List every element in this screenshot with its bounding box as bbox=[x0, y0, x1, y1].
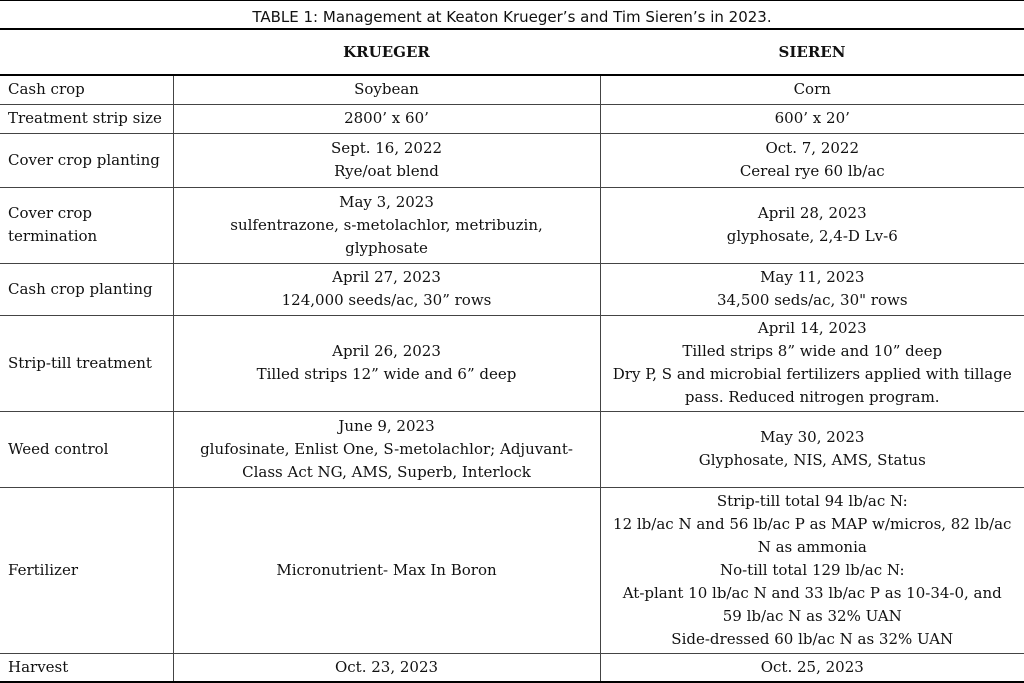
cell-line: Strip-till total 94 lb/ac N: bbox=[716, 491, 908, 510]
sieren-cell bbox=[600, 653, 1024, 682]
cell-line: April 27, 2023 bbox=[332, 268, 441, 286]
row-label bbox=[0, 75, 173, 104]
cell-line: At-plant 10 lb/ac N and 33 lb/ac P as 10-34-0, and bbox=[622, 583, 1002, 602]
header-row bbox=[0, 31, 1024, 75]
sieren-cell bbox=[600, 263, 1024, 315]
krueger-cell bbox=[173, 315, 600, 411]
table-row bbox=[0, 263, 1024, 315]
cell-line: No-till total 129 lb/ac N: bbox=[719, 560, 905, 579]
sieren-cell bbox=[600, 315, 1024, 411]
cell-line: Sept. 16, 2022 bbox=[330, 139, 443, 157]
krueger-cell bbox=[173, 133, 600, 187]
cell-line: April 28, 2023 bbox=[757, 204, 867, 222]
cell-line: Oct. 25, 2023 bbox=[760, 657, 864, 676]
sieren-cell bbox=[600, 75, 1024, 104]
row-label bbox=[0, 104, 173, 133]
sieren-cell bbox=[600, 411, 1024, 487]
cell-line: glufosinate, Enlist One, S-metolachlor; Adjuvant- bbox=[200, 439, 573, 458]
row-label bbox=[0, 653, 173, 682]
cell-line: Cover crop planting bbox=[8, 150, 160, 169]
table-row bbox=[0, 133, 1024, 187]
cell-line: Rye/oat blend bbox=[334, 162, 439, 180]
row-label bbox=[0, 487, 173, 653]
header-empty bbox=[0, 31, 173, 75]
row-label bbox=[0, 411, 173, 487]
cell-line: Treatment strip size bbox=[8, 109, 162, 127]
management-table bbox=[0, 31, 1024, 683]
sieren-cell bbox=[600, 104, 1024, 133]
sieren-cell bbox=[600, 487, 1024, 653]
krueger-cell bbox=[173, 104, 600, 133]
table-row bbox=[0, 653, 1024, 682]
cell-line: N as ammonia bbox=[757, 537, 867, 556]
cell-line: Oct. 23, 2023 bbox=[334, 657, 439, 676]
header-sieren: SIEREN bbox=[600, 31, 1024, 75]
cell-line: Micronutrient- Max In Boron bbox=[276, 560, 497, 579]
cell-line: 600’ x 20’ bbox=[774, 109, 850, 127]
cell-line: Fertilizer bbox=[8, 560, 79, 579]
table-row bbox=[0, 75, 1024, 104]
cell-line: Class Act NG, AMS, Superb, Interlock bbox=[242, 462, 531, 481]
table-row bbox=[0, 487, 1024, 653]
header-krueger: KRUEGER bbox=[173, 31, 600, 75]
cell-line: Dry P, S and microbial fertilizers applied with tillage bbox=[612, 365, 1012, 383]
table-row bbox=[0, 411, 1024, 487]
krueger-cell bbox=[173, 411, 600, 487]
cell-line: May 11, 2023 bbox=[760, 268, 865, 286]
cell-line: termination bbox=[8, 227, 98, 245]
krueger-cell bbox=[173, 187, 600, 263]
cell-line: Oct. 7, 2022 bbox=[765, 139, 859, 157]
table-row bbox=[0, 187, 1024, 263]
cell-line: 12 lb/ac N and 56 lb/ac P as MAP w/micros, 82 lb/ac bbox=[613, 514, 1012, 533]
cell-line: Glyphosate, NIS, AMS, Status bbox=[698, 451, 926, 469]
cell-line: Weed control bbox=[8, 439, 109, 458]
cell-line: April 14, 2023 bbox=[757, 319, 867, 337]
cell-line: Strip-till treatment bbox=[8, 353, 152, 372]
cell-line: Cover crop bbox=[8, 204, 93, 222]
cell-line: Tilled strips 12” wide and 6” deep bbox=[256, 365, 517, 383]
cell-line: Cash crop bbox=[8, 80, 85, 99]
cell-line: 2800’ x 60’ bbox=[344, 109, 429, 127]
cell-line: Cereal rye 60 lb/ac bbox=[739, 162, 885, 180]
cell-line: May 30, 2023 bbox=[760, 428, 865, 446]
cell-line: 124,000 seeds/ac, 30” rows bbox=[281, 291, 492, 309]
cell-line: 59 lb/ac N as 32% UAN bbox=[722, 606, 902, 625]
row-label bbox=[0, 187, 173, 263]
cell-line: Soybean bbox=[354, 80, 419, 99]
table-caption: TABLE 1: Management at Keaton Krueger’s and Tim Sieren’s in 2023. bbox=[0, 0, 1024, 30]
cell-line: glyphosate bbox=[345, 238, 428, 257]
row-label bbox=[0, 263, 173, 315]
cell-line: 34,500 seds/ac, 30" rows bbox=[716, 291, 908, 309]
krueger-cell bbox=[173, 75, 600, 104]
cell-line: pass. Reduced nitrogen program. bbox=[684, 388, 940, 406]
table-row bbox=[0, 315, 1024, 411]
krueger-cell bbox=[173, 653, 600, 682]
cell-line: April 26, 2023 bbox=[332, 342, 441, 360]
krueger-cell bbox=[173, 263, 600, 315]
row-label bbox=[0, 315, 173, 411]
krueger-cell bbox=[173, 487, 600, 653]
cell-line: Harvest bbox=[8, 657, 69, 676]
row-label bbox=[0, 133, 173, 187]
cell-line: May 3, 2023 bbox=[339, 192, 434, 211]
cell-line: Side-dressed 60 lb/ac N as 32% UAN bbox=[671, 629, 954, 648]
cell-line: Tilled strips 8” wide and 10” deep bbox=[682, 342, 943, 360]
cell-line: sulfentrazone, s-metolachlor, metribuzin, bbox=[230, 215, 543, 234]
cell-line: June 9, 2023 bbox=[338, 416, 435, 435]
table-row bbox=[0, 104, 1024, 133]
cell-line: glyphosate, 2,4-D Lv-6 bbox=[726, 227, 898, 245]
cell-line: Corn bbox=[793, 80, 831, 99]
cell-line: Cash crop planting bbox=[8, 279, 153, 298]
sieren-cell bbox=[600, 187, 1024, 263]
sieren-cell bbox=[600, 133, 1024, 187]
